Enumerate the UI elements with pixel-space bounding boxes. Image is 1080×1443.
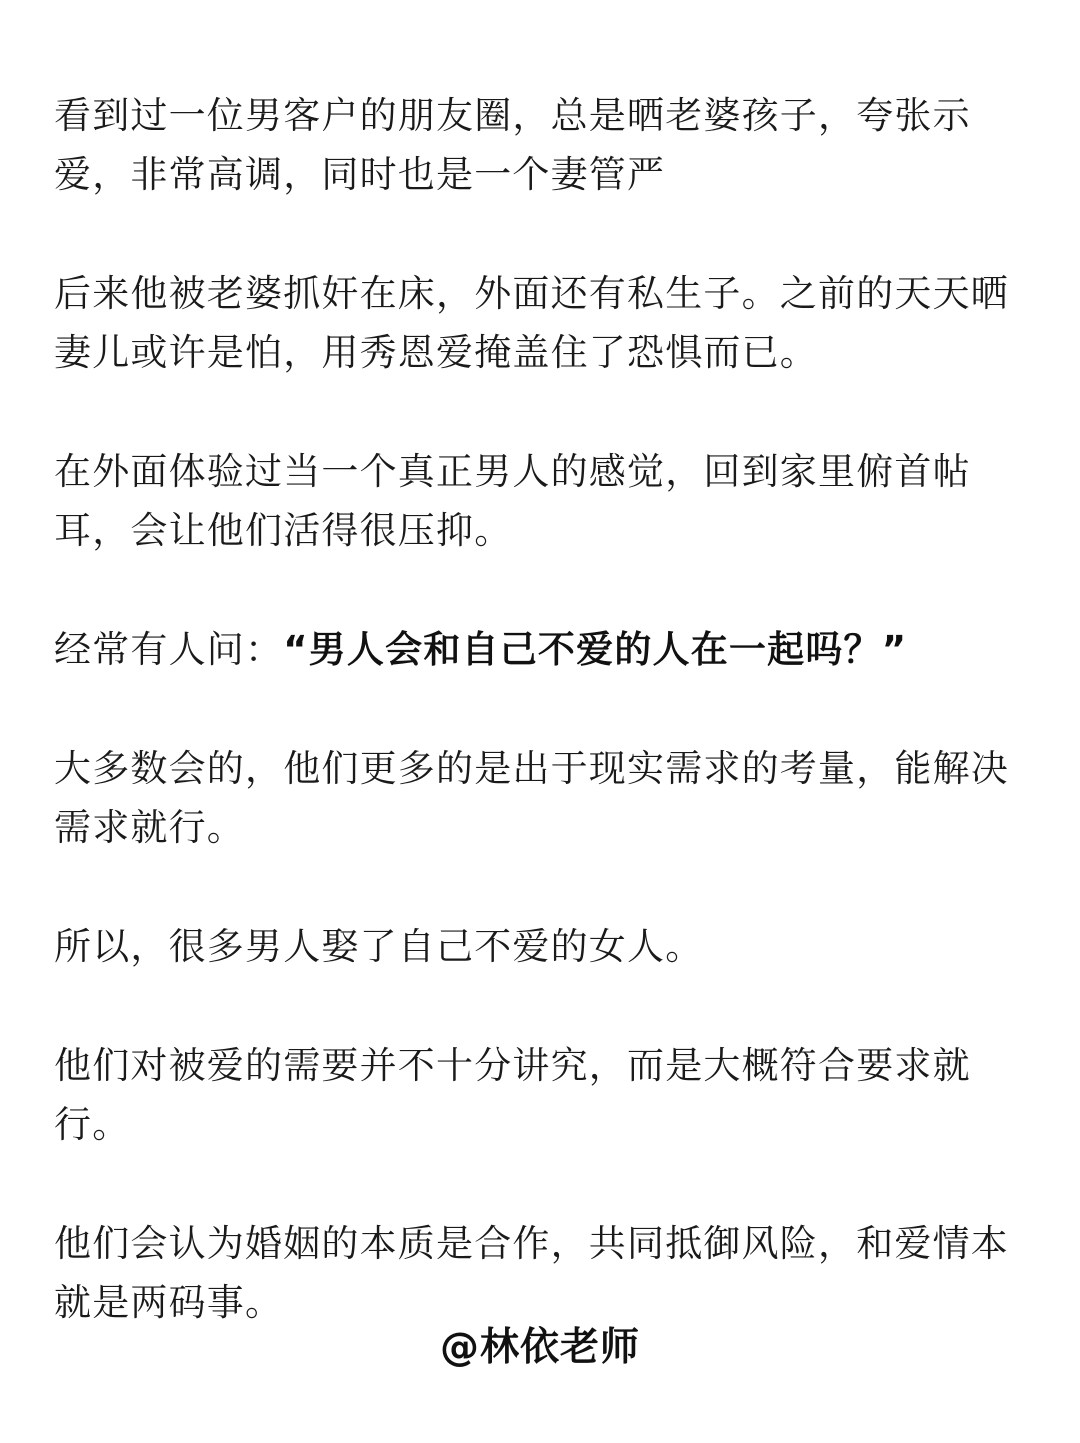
- article-body: [54, 86, 1030, 1392]
- question-prefix: 经常有人问：: [54, 628, 284, 671]
- author-signature: @林依老师: [439, 1325, 640, 1370]
- paragraph-4: [54, 620, 1030, 679]
- paragraph-7: 他们对被爱的需要并不十分讲究，而是大概符合要求就行。: [54, 1044, 971, 1146]
- paragraph-1: 看到过一位男客户的朋友圈，总是晒老婆孩子，夸张示爱，非常高调，同时也是一个妻管严: [54, 94, 971, 196]
- paragraph-2: 后来他被老婆抓奸在床，外面还有私生子。之前的天天晒妻儿或许是怕，用秀恩爱掩盖住了恐惧而已。: [54, 272, 1009, 374]
- paragraph-6: 所以，很多男人娶了自己不爱的女人。: [54, 925, 704, 968]
- paragraph-5: 大多数会的，他们更多的是出于现实需求的考量，能解决需求就行。: [54, 747, 1009, 849]
- paragraph-3: 在外面体验过当一个真正男人的感觉，回到家里俯首帖耳，会让他们活得很压抑。: [54, 450, 971, 552]
- question-highlight: “男人会和自己不爱的人在一起吗？”: [283, 628, 908, 671]
- paragraph-8: 他们会认为婚姻的本质是合作，共同抵御风险，和爱情本就是两码事。: [54, 1222, 1009, 1324]
